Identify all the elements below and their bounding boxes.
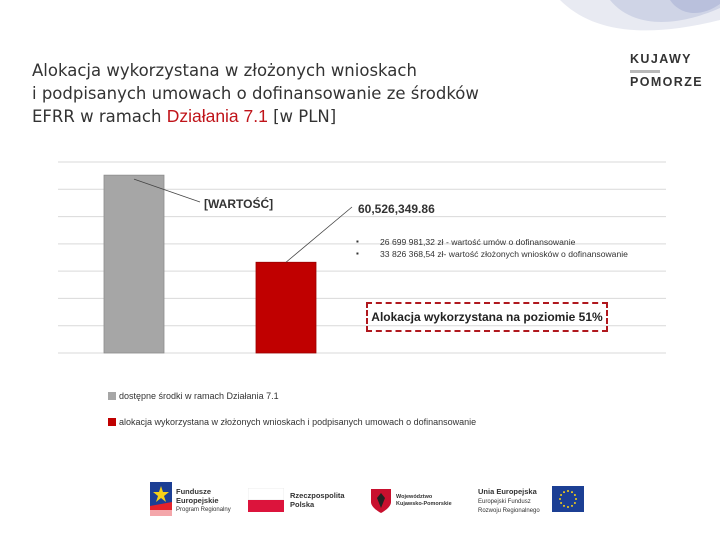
data-label-1: [WARTOŚĆ] bbox=[204, 197, 274, 211]
woj-line2: Kujawsko-Pomorskie bbox=[396, 501, 452, 507]
fundusze-europejskie-logo bbox=[148, 480, 238, 520]
fe-stars-icon bbox=[150, 482, 172, 516]
bar-1 bbox=[104, 175, 164, 353]
title-line3-prefix: EFRR w ramach bbox=[32, 107, 167, 126]
title-line1: Alokacja wykorzystana w złożonych wnioskach bbox=[32, 61, 417, 80]
legend-entry-available-funds bbox=[108, 390, 476, 402]
fe-line3: Program Regionalny bbox=[176, 507, 231, 513]
title-line3-accent: Działania 7.1 bbox=[166, 106, 268, 126]
title-line2: i podpisanych umowach o dofinansowanie ze środków bbox=[32, 84, 479, 103]
rzeczpospolita-polska-logo bbox=[248, 480, 358, 520]
note-applications-value: ▪ 33 826 368,54 zł- wartość złożonych wniosków o dofinansowanie bbox=[356, 248, 628, 260]
fe-line2: Europejskie bbox=[176, 495, 219, 505]
unia-europejska-logo bbox=[478, 480, 588, 520]
footer-logos bbox=[148, 480, 588, 520]
data-label-2: 60,526,349.86 bbox=[358, 202, 435, 216]
legend-label-available-funds: dostępne środki w ramach Działania 7.1 bbox=[119, 391, 279, 401]
chart-legend bbox=[108, 390, 476, 442]
legend-entry-used-allocation bbox=[108, 416, 476, 428]
data-label-leader-2 bbox=[286, 207, 352, 262]
ue-line2: Europejski Fundusz bbox=[478, 498, 531, 505]
polish-flag-icon bbox=[248, 488, 284, 512]
fe-line1: Fundusze bbox=[176, 487, 211, 496]
legend-label-used-allocation: alokacja wykorzystana w złożonych wnioskach i podpisanych umowach o dofinansowanie bbox=[119, 417, 477, 427]
logo-line2: POMORZE bbox=[630, 75, 703, 89]
allocation-level-box: Alokacja wykorzystana na poziomie 51% bbox=[366, 302, 608, 332]
ue-line1: Unia Europejska bbox=[478, 487, 537, 496]
title-line3-suffix: [w PLN] bbox=[267, 107, 337, 126]
rp-line2: Polska bbox=[290, 499, 315, 509]
legend-swatch-red bbox=[108, 418, 116, 426]
rp-line1: Rzeczpospolita bbox=[290, 491, 345, 500]
chart-notes bbox=[356, 236, 628, 260]
wojewodztwo-logo bbox=[368, 480, 468, 520]
eu-flag-icon bbox=[552, 486, 584, 512]
bar-2 bbox=[256, 262, 316, 353]
logo-line1: KUJAWY bbox=[630, 52, 692, 66]
legend-swatch-grey bbox=[108, 392, 116, 400]
ue-line3: Rozwoju Regionalnego bbox=[478, 508, 540, 514]
note-contracts-value: ▪ 26 699 981,32 zł - wartość umów o dofinansowanie bbox=[356, 236, 628, 248]
coat-of-arms-icon bbox=[370, 488, 392, 514]
woj-line1: Województwo bbox=[396, 494, 433, 500]
